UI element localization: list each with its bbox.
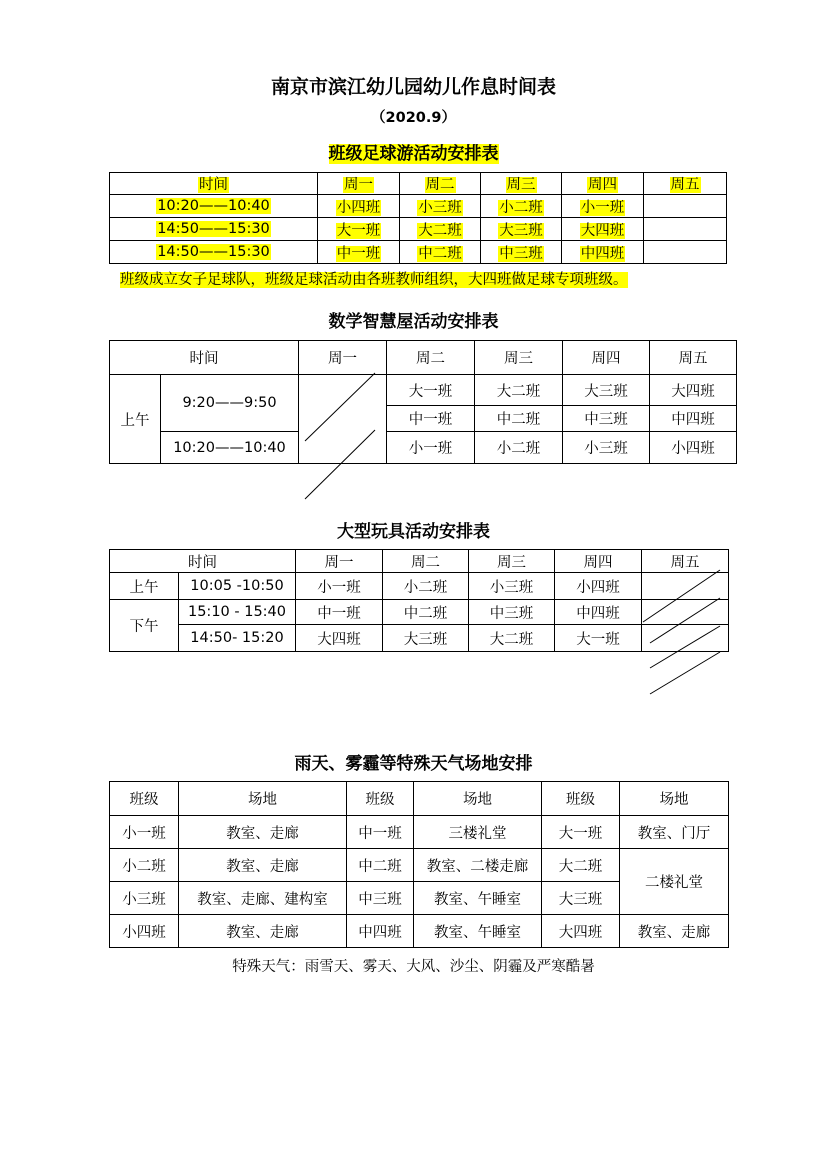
class-cell: 中三班 <box>469 600 555 625</box>
header-cell: 班级 <box>347 782 414 816</box>
class-cell: 大二班 <box>475 375 563 406</box>
venue-cell: 教室、走廊 <box>179 849 347 882</box>
header-cell: 周三 <box>469 550 555 573</box>
empty-cell <box>644 241 727 264</box>
header-cell: 场地 <box>179 782 347 816</box>
toys-title: 大型玩具活动安排表 <box>337 522 490 542</box>
class-cell: 小三班 <box>110 882 179 915</box>
football-note <box>120 268 628 289</box>
class-cell: 小二班 <box>481 195 562 218</box>
table-row <box>110 625 729 652</box>
header-cell: 周三 <box>481 173 562 195</box>
table-row <box>110 195 727 218</box>
football-note-text: 班级成立女子足球队，班级足球活动由各班教师组织，大四班做足球专项班级。 <box>120 272 628 288</box>
table-row <box>110 375 737 406</box>
table-header-row <box>110 341 737 375</box>
table-row <box>110 432 737 464</box>
header-cell: 场地 <box>620 782 729 816</box>
time-cell: 14:50- 15:20 <box>179 625 296 652</box>
football-title-text: 班级足球游活动安排表 <box>328 144 499 164</box>
class-cell: 小一班 <box>110 816 179 849</box>
class-cell: 大四班 <box>542 915 620 948</box>
venue-cell: 教室、午睡室 <box>414 915 542 948</box>
class-cell: 中一班 <box>387 406 475 432</box>
header-cell: 周四 <box>562 173 644 195</box>
friday-diagonal-cell <box>642 625 729 652</box>
header-cell: 周五 <box>650 341 737 375</box>
class-cell: 大四班 <box>650 375 737 406</box>
class-cell: 小四班 <box>650 432 737 464</box>
class-cell: 大四班 <box>296 625 383 652</box>
class-cell: 中一班 <box>347 816 414 849</box>
venue-cell: 教室、走廊 <box>620 915 729 948</box>
header-cell: 时间 <box>110 341 299 375</box>
class-cell: 大三班 <box>481 218 562 241</box>
math-table <box>109 340 737 464</box>
class-cell: 小三班 <box>469 573 555 600</box>
class-cell: 中一班 <box>318 241 400 264</box>
header-cell: 周四 <box>555 550 642 573</box>
header-cell: 周一 <box>299 341 387 375</box>
class-cell: 小三班 <box>400 195 481 218</box>
venue-cell: 教室、门厅 <box>620 816 729 849</box>
venue-cell: 教室、走廊 <box>179 816 347 849</box>
venue-cell: 三楼礼堂 <box>414 816 542 849</box>
period-cell: 上午 <box>110 375 161 464</box>
table-row <box>110 849 729 882</box>
time-cell: 10:05 -10:50 <box>179 573 296 600</box>
header-cell: 场地 <box>414 782 542 816</box>
math-title: 数学智慧屋活动安排表 <box>328 312 499 332</box>
class-cell: 小一班 <box>562 195 644 218</box>
period-cell: 上午 <box>110 573 179 600</box>
header-cell: 班级 <box>542 782 620 816</box>
header-cell: 时间 <box>110 173 318 195</box>
toys-table <box>109 549 729 652</box>
header-cell: 周一 <box>296 550 383 573</box>
class-cell: 大三班 <box>563 375 650 406</box>
class-cell: 小二班 <box>383 573 469 600</box>
time-cell: 10:20——10:40 <box>161 432 299 464</box>
monday-diagonal-cell <box>299 375 387 464</box>
class-cell: 大三班 <box>542 882 620 915</box>
time-cell: 10:20——10:40 <box>110 195 318 218</box>
header-cell: 周四 <box>563 341 650 375</box>
class-cell: 大二班 <box>400 218 481 241</box>
class-cell: 中二班 <box>400 241 481 264</box>
weather-note: 特殊天气：雨雪天、雾天、大风、沙尘、阴霾及严寒酷暑 <box>232 959 595 975</box>
venue-cell: 教室、二楼走廊 <box>414 849 542 882</box>
class-cell: 中三班 <box>347 882 414 915</box>
class-cell: 小三班 <box>563 432 650 464</box>
class-cell: 大四班 <box>562 218 644 241</box>
class-cell: 小一班 <box>387 432 475 464</box>
table-row <box>110 816 729 849</box>
page-subtitle: （2020.9） <box>371 110 456 126</box>
empty-cell <box>644 218 727 241</box>
class-cell: 小四班 <box>318 195 400 218</box>
table-row <box>110 573 729 600</box>
football-table <box>109 172 727 264</box>
period-cell: 下午 <box>110 600 179 652</box>
class-cell: 中三班 <box>481 241 562 264</box>
table-header-row <box>110 173 727 195</box>
class-cell: 大三班 <box>383 625 469 652</box>
class-cell: 大一班 <box>555 625 642 652</box>
header-cell: 班级 <box>110 782 179 816</box>
friday-diagonal-cell <box>642 600 729 625</box>
empty-cell <box>644 195 727 218</box>
time-cell: 14:50——15:30 <box>110 218 318 241</box>
class-cell: 中二班 <box>383 600 469 625</box>
toys-diagonal-line-4 <box>650 652 720 694</box>
class-cell: 中二班 <box>347 849 414 882</box>
table-header-row <box>110 550 729 573</box>
class-cell: 大一班 <box>542 816 620 849</box>
weather-title: 雨天、雾霾等特殊天气场地安排 <box>294 754 533 774</box>
class-cell: 小二班 <box>475 432 563 464</box>
time-cell: 15:10 - 15:40 <box>179 600 296 625</box>
table-header-row <box>110 782 729 816</box>
header-cell: 周一 <box>318 173 400 195</box>
class-cell: 小二班 <box>110 849 179 882</box>
class-cell: 中四班 <box>555 600 642 625</box>
header-cell: 周五 <box>642 550 729 573</box>
weather-table <box>109 781 729 948</box>
table-row <box>110 241 727 264</box>
page-title: 南京市滨江幼儿园幼儿作息时间表 <box>270 76 556 98</box>
time-cell: 9:20——9:50 <box>161 375 299 432</box>
class-cell: 中一班 <box>296 600 383 625</box>
class-cell: 中三班 <box>563 406 650 432</box>
header-cell: 周二 <box>400 173 481 195</box>
header-cell: 周二 <box>387 341 475 375</box>
venue-cell: 二楼礼堂 <box>620 849 729 915</box>
class-cell: 大一班 <box>318 218 400 241</box>
class-cell: 大二班 <box>469 625 555 652</box>
time-cell: 14:50——15:30 <box>110 241 318 264</box>
class-cell: 中四班 <box>562 241 644 264</box>
friday-diagonal-cell <box>642 573 729 600</box>
header-cell: 时间 <box>110 550 296 573</box>
header-cell: 周二 <box>383 550 469 573</box>
class-cell: 中四班 <box>347 915 414 948</box>
venue-cell: 教室、走廊、建构室 <box>179 882 347 915</box>
class-cell: 小一班 <box>296 573 383 600</box>
class-cell: 小四班 <box>555 573 642 600</box>
venue-cell: 教室、午睡室 <box>414 882 542 915</box>
class-cell: 大一班 <box>387 375 475 406</box>
venue-cell: 教室、走廊 <box>179 915 347 948</box>
class-cell: 大二班 <box>542 849 620 882</box>
class-cell: 中二班 <box>475 406 563 432</box>
table-row <box>110 600 729 625</box>
class-cell: 中四班 <box>650 406 737 432</box>
header-cell: 周三 <box>475 341 563 375</box>
table-row <box>110 218 727 241</box>
header-cell: 周五 <box>644 173 727 195</box>
class-cell: 小四班 <box>110 915 179 948</box>
football-title <box>0 139 827 164</box>
table-row <box>110 915 729 948</box>
